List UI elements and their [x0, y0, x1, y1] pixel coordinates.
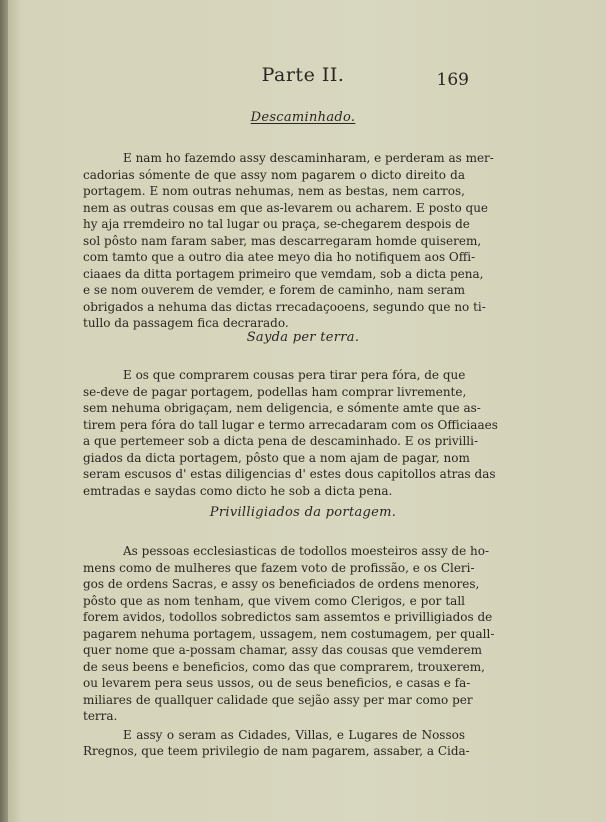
text-line: gos de ordens Sacras, e assy os beneficiados de ordens menores,	[83, 577, 480, 591]
section-heading-privilligiados: Privilligiados da portagem.	[209, 505, 397, 520]
text-line: com tamto que a outro dia atee meyo dia ho notifiquem aos Offi-	[83, 250, 476, 264]
text-line: terra.	[83, 709, 118, 723]
text-line: cadorias sómente de que assy nom pagarem o dicto direito da	[83, 167, 465, 182]
text-line: obrigados a nehuma das dictas rrecadaçooens, segundo que no ti-	[83, 299, 486, 314]
text-line: sol pôsto nam faram saber, mas descarregaram homde quiserem,	[83, 233, 482, 248]
text-line: E os que comprarem cousas pera tirar pera fóra, de que	[123, 368, 466, 382]
text-line: hy aja rremdeiro no tal lugar ou praça, se-chegarem despois de	[83, 217, 470, 231]
text-line: E nam ho fazemdo assy descaminharam, e perderam as mer-	[123, 151, 494, 165]
text-line: nem as outras cousas em que as-levarem ou acharem. E posto que	[83, 200, 489, 215]
text-line: tullo da passagem fica decrarado.	[83, 316, 289, 330]
text-line: emtradas e saydas como dicto he sob a dicta pena.	[83, 483, 393, 498]
text-line: portagem. E nom outras nehumas, nem as bestas, nem carros,	[83, 184, 465, 198]
text-line: ciaaes da ditta portagem primeiro que vemdam, sob a dicta pena,	[83, 266, 484, 281]
text-line: giados da dicta portagem, pôsto que a nom ajam de pagar, nom	[83, 450, 470, 465]
section-paragraph-privilligiados	[83, 543, 495, 760]
section-heading-descaminhado: Descaminhado.	[250, 110, 356, 125]
text-line: de seus beens e beneficios, como das que comprarem, trouxerem,	[83, 659, 485, 674]
page-number: 169	[436, 70, 469, 90]
text-line: forem avidos, todollos sobredictos sam assemtos e privilligiados de	[83, 610, 493, 624]
text-line: tirem pera fóra do tall lugar e termo arrecadaram com os Officiaaes	[83, 417, 498, 432]
text-line: mens como de mulheres que fazem voto de profissão, e os Cleri-	[83, 560, 475, 575]
text-line: ou levarem pera seus ussos, ou de seus beneficios, e casas e fa-	[83, 676, 471, 690]
text-line: e se nom ouverem de vemder, e forem de caminho, nam seram	[83, 283, 465, 297]
text-line: Rregnos, que teem privilegio de nam pagarem, assaber, a Cida-	[83, 744, 470, 758]
section-paragraph-sayda-per-terra	[83, 367, 498, 499]
text-line: miliares de quallquer calidade que sejão assy per mar como per	[83, 692, 473, 707]
running-header-title: Parte II.	[261, 64, 345, 86]
text-line: pagarem nehuma portagem, ussagem, nem costumagem, per quall-	[83, 626, 495, 641]
text-line: pôsto que as nom tenham, que vivem como Clerigos, e por tall	[83, 593, 465, 608]
text-line: E assy o seram as Cidades, Villas, e Lugares de Nossos	[123, 727, 465, 742]
text-line: seram escusos d' estas diligencias d' estes dous capitollos atras das	[83, 467, 496, 481]
text-line: sem nehuma obrigaçam, nem deligencia, e sómente amte que as-	[83, 401, 481, 415]
section-heading-sayda-per-terra: Sayda per terra.	[246, 330, 360, 345]
section-paragraph-descaminhado	[83, 150, 494, 332]
text-line: se-deve de pagar portagem, podellas ham comprar livremente,	[83, 384, 467, 399]
text-line: a que pertemeer sob a dicta pena de descaminhado. E os privilli-	[83, 434, 479, 448]
text-line: quer nome que a-possam chamar, assy das cousas que vemderem	[83, 643, 483, 657]
text-line: As pessoas ecclesiasticas de todollos moesteiros assy de ho-	[123, 544, 490, 558]
